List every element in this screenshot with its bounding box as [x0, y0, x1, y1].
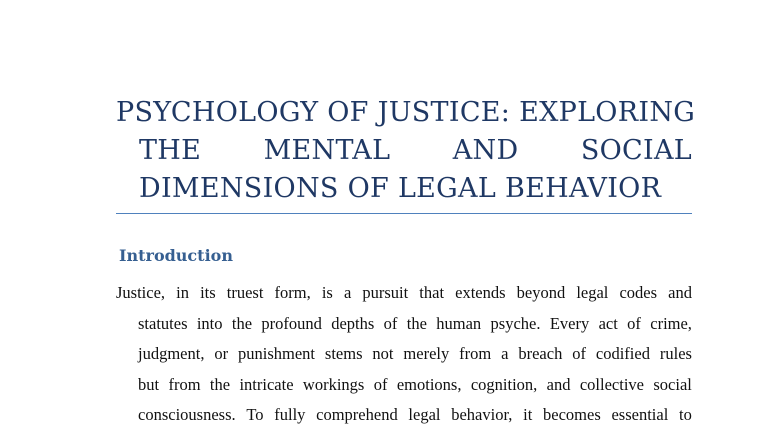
- paragraph-line: [116, 309, 692, 340]
- paragraph-word: human: [436, 313, 482, 333]
- paragraph-word: breach: [518, 344, 563, 363]
- paragraph-line: [116, 278, 692, 309]
- title-word: AND: [452, 135, 519, 166]
- paragraph-word: psyche.: [490, 313, 541, 333]
- paragraph-word: and: [546, 374, 571, 394]
- title-line-3: DIMENSIONS OF LEGAL BEHAVIOR: [139, 173, 662, 204]
- paragraph-word: or: [214, 344, 229, 363]
- title-line-1: PSYCHOLOGY OF JUSTICE: EXPLORING: [116, 97, 696, 128]
- paragraph-word: stems: [324, 344, 363, 363]
- paragraph-word: pursuit: [362, 283, 409, 302]
- paragraph-word: from: [168, 374, 201, 394]
- paragraph-word: to: [679, 405, 692, 424]
- paragraph-word: of: [383, 313, 398, 333]
- paragraph-word: into: [196, 313, 223, 333]
- paragraph-word: behavior,: [451, 405, 513, 424]
- paragraph-word: Justice,: [116, 283, 166, 302]
- paragraph-word: emotions,: [396, 374, 462, 394]
- paragraph-word: act: [598, 313, 618, 333]
- paragraph-line: [116, 339, 692, 370]
- paragraph-word: profound: [261, 313, 322, 333]
- paragraph-line: [116, 370, 692, 401]
- paragraph-word: extends: [455, 283, 506, 302]
- paragraph-word: intricate: [239, 374, 294, 394]
- title-line-2: [116, 132, 692, 170]
- title-word: MENTAL: [263, 135, 391, 166]
- paragraph-word: collective: [579, 374, 644, 394]
- paragraph-word: the: [209, 374, 231, 394]
- paragraph-word: from: [459, 344, 492, 363]
- title-word: THE: [139, 135, 202, 166]
- paragraph-word: punishment: [238, 344, 316, 363]
- title-underline-rule: [116, 213, 692, 214]
- paragraph-word: the: [406, 313, 427, 333]
- paragraph-line: [116, 400, 692, 431]
- paragraph-word: codified: [595, 344, 650, 363]
- paragraph-word: social: [653, 374, 692, 394]
- paragraph-word: in: [176, 283, 189, 302]
- paragraph-word: truest: [226, 283, 264, 302]
- paragraph-word: fully: [274, 405, 306, 424]
- paragraph-word: judgment,: [138, 344, 205, 363]
- paragraph-word: becomes: [543, 405, 601, 424]
- paragraph-word: workings: [302, 374, 365, 394]
- introduction-paragraph: [116, 278, 692, 431]
- paragraph-word: not: [372, 344, 394, 363]
- title-word: SOCIAL: [580, 135, 692, 166]
- paragraph-word: it: [523, 405, 533, 424]
- paragraph-word: comprehend: [316, 405, 398, 424]
- paragraph-word: the: [231, 313, 253, 333]
- paragraph-word: its: [200, 283, 216, 302]
- paragraph-word: crime,: [650, 313, 692, 333]
- paragraph-word: rules: [659, 344, 692, 363]
- section-heading: Introduction: [119, 246, 233, 265]
- paragraph-word: To: [246, 405, 264, 424]
- paragraph-word: Every: [549, 313, 590, 333]
- paragraph-word: statutes: [138, 313, 188, 333]
- paragraph-word: merely: [403, 344, 450, 363]
- paragraph-word: but: [138, 374, 160, 394]
- paragraph-word: of: [627, 313, 641, 333]
- paragraph-word: cognition,: [470, 374, 538, 394]
- paragraph-word: a: [501, 344, 509, 363]
- paragraph-word: form,: [274, 283, 311, 302]
- paragraph-word: legal: [408, 405, 441, 424]
- paragraph-word: a: [343, 283, 352, 302]
- paragraph-word: consciousness.: [138, 405, 236, 424]
- paragraph-word: that: [419, 283, 445, 302]
- paragraph-word: is: [321, 283, 333, 302]
- paragraph-word: of: [373, 374, 388, 394]
- document-title: [116, 94, 696, 208]
- paragraph-word: essential: [611, 405, 669, 424]
- paragraph-word: depths: [331, 313, 375, 333]
- paragraph-word: beyond: [516, 283, 566, 302]
- paragraph-word: of: [572, 344, 586, 363]
- paragraph-word: and: [668, 283, 692, 302]
- paragraph-word: codes: [619, 283, 658, 302]
- paragraph-word: legal: [576, 283, 609, 302]
